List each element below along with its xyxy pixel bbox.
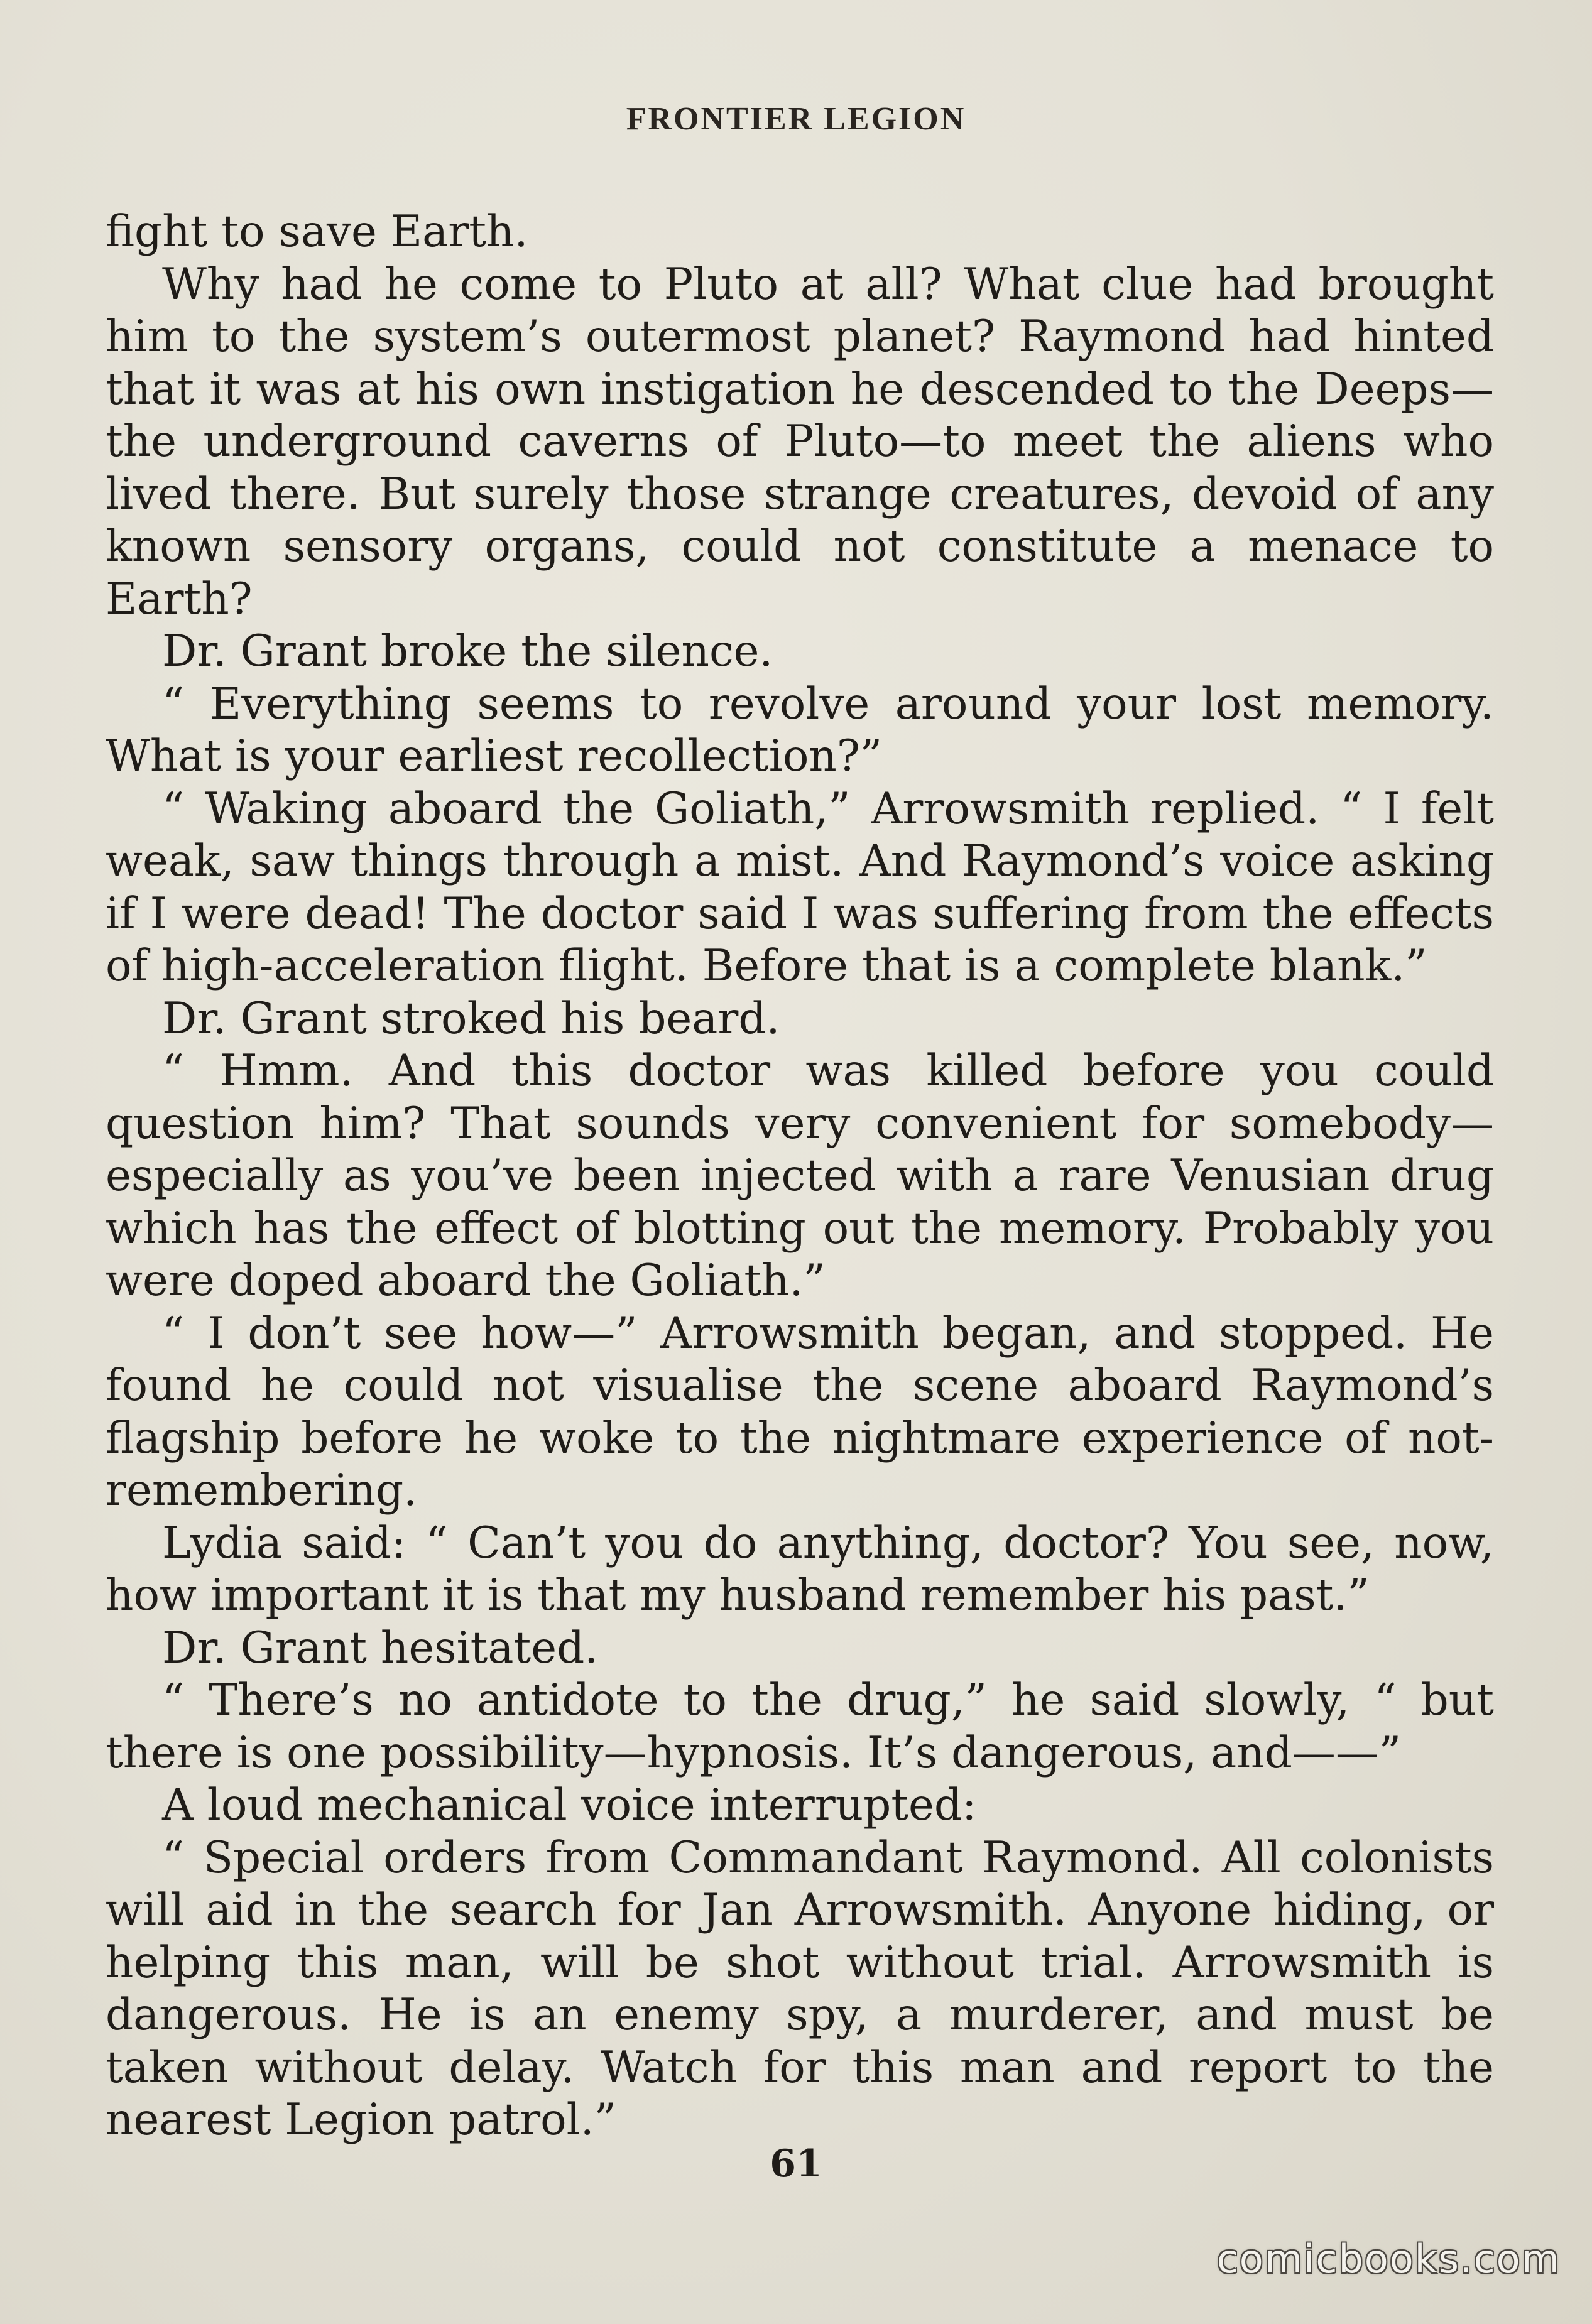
paragraph: “ Waking aboard the Goliath,” Arrowsmith replied. “ I felt weak, saw things through a mist. And Raymond’s voice asking if I were dead! The doctor said I was suffering from the effects of high-acceleration flight. Before that is a complete blank.” — [106, 783, 1494, 991]
paragraph: Why had he come to Pluto at all? What clue had brought him to the system’s outermost planet? Raymond had hinted that it was at his own instigation he descended to the Deeps—the underground caverns of Pluto—to meet the aliens who lived there. But surely those strange creatures, devoid of any known sensory organs, could not constitute a menace to Earth? — [106, 259, 1494, 624]
paragraph: fight to save Earth. — [106, 207, 528, 257]
paragraph: Dr. Grant broke the silence. — [162, 626, 773, 676]
paragraph: Lydia said: “ Can’t you do anything, doctor? You see, now, how important it is that my husband remember his past.” — [106, 1518, 1494, 1621]
page-number: 61 — [770, 2142, 822, 2186]
paragraph: A loud mechanical voice interrupted: — [162, 1780, 977, 1830]
paragraph: “ There’s no antidote to the drug,” he said slowly, “ but there is one possibility—hypnosis. It’s dangerous, and——” — [106, 1675, 1494, 1778]
watermark: comicbooks.com — [1216, 2236, 1561, 2282]
running-head: FRONTIER LEGION — [626, 101, 966, 137]
paragraph: Dr. Grant hesitated. — [162, 1622, 599, 1673]
paragraph: “ Special orders from Commandant Raymond. All colonists will aid in the search for Jan Arrowsmith. Anyone hiding, or helping this man, will be shot without trial. Arrowsmith is dangerous. He is an enemy spy, a murderer, and must be taken without delay. Watch for this man and report to the nearest Legion patrol.” — [106, 1832, 1494, 2145]
paragraph: “ Everything seems to revolve around your lost memory. What is your earliest recollection?” — [106, 678, 1494, 781]
paragraph: “ Hmm. And this doctor was killed before you could question him? That sounds very convenient for somebody—especially as you’ve been injected with a rare Venusian drug which has the effect of blotting out the memory. Probably you were doped aboard the Goliath.” — [106, 1046, 1494, 1306]
paragraph: “ I don’t see how—” Arrowsmith began, and stopped. He found he could not visualise the scene aboard Raymond’s flagship before he woke to the nightmare experience of not-remembering. — [106, 1308, 1494, 1516]
body-text — [106, 206, 1494, 2147]
paragraph: Dr. Grant stroked his beard. — [162, 993, 780, 1044]
